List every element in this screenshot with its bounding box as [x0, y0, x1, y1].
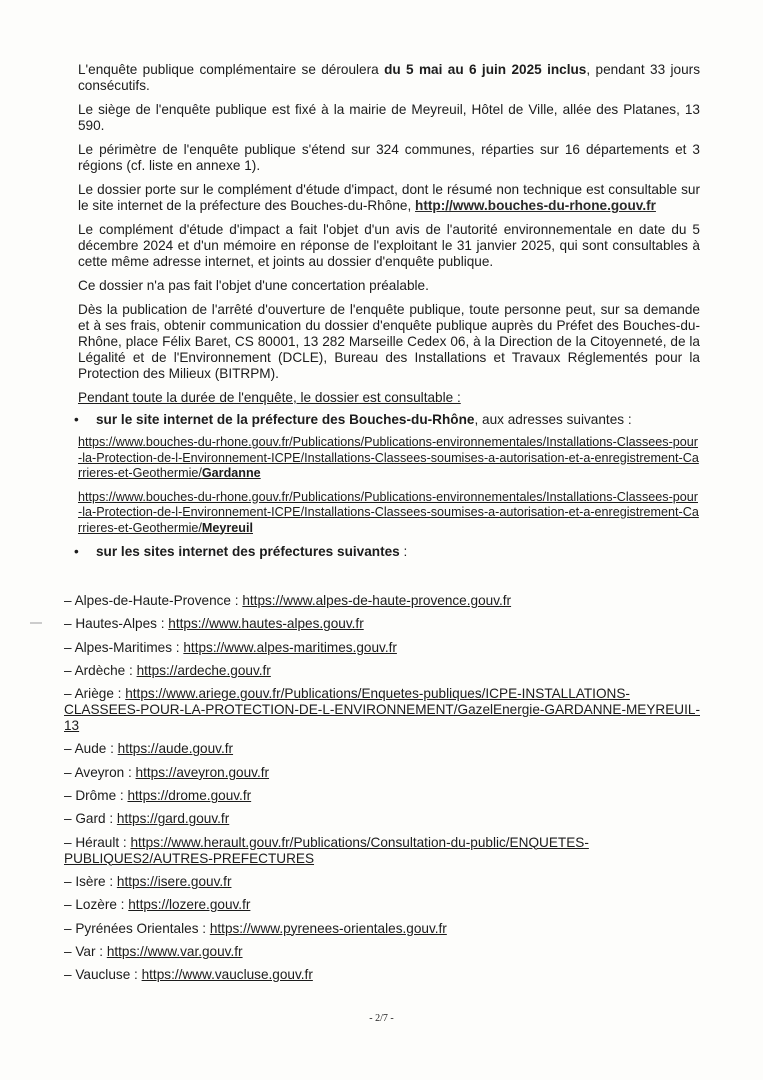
prefecture-name: – Aveyron :: [64, 764, 136, 780]
prefecture-list-item: [64, 874, 704, 890]
prefecture-link[interactable]: http://www.bouches-du-rhone.gouv.fr: [415, 198, 656, 213]
paragraph-dossier: Le dossier porte sur le complément d'étude d'impact, dont le résumé non technique est consultable sur le site internet de la préfecture des Bouches-du-Rhône, http://www.bouches-du-rhone.gouv.fr: [78, 182, 700, 213]
prefecture-url-link[interactable]: https://isere.gouv.fr: [116, 873, 232, 889]
prefecture-url-link[interactable]: https://www.vaucluse.gouv.fr: [141, 967, 313, 983]
prefecture-url-link[interactable]: https://www.pyrenees-orientales.gouv.fr: [209, 920, 447, 936]
prefecture-list-item: [64, 741, 704, 757]
prefecture-name: – Drôme :: [64, 788, 128, 804]
url-meyreuil[interactable]: https://www.bouches-du-rhone.gouv.fr/Publications/Publications-environnementales/Installations-Classees-pour-la-Protection-de-l-Environnement-ICPE/Installations-Classees-soumises-a-autorisation-et-a-enregistrement-Carrieres-et-Geothermie/Meyreuil: [78, 489, 699, 535]
paragraph-avis: Le complément d'étude d'impact a fait l'objet d'un avis de l'autorité environnementale en date du 5 décembre 2024 et d'un mémoire en réponse de l'exploitant le 31 janvier 2025, qui sont consultables à cette même adresse internet, et joints au dossier d'enquête publique.: [78, 222, 700, 269]
prefecture-list-item: [64, 663, 704, 679]
prefecture-list-item: [64, 967, 704, 983]
prefecture-url-link[interactable]: https://www.herault.gouv.fr/Publications/Consultation-du-public/ENQUETES-PUBLIQUES2/AUTRES-PREFECTURES: [64, 834, 589, 866]
prefecture-url-link[interactable]: https://www.ariege.gouv.fr/Publications/Enquetes-publiques/ICPE-INSTALLATIONS-CLASSEES-POUR-LA-PROTECTION-DE-L-ENVIRONNEMENT/GazelEnergie-GARDANNE-MEYREUIL-13: [64, 686, 700, 734]
paragraph-siege: Le siège de l'enquête publique est fixé à la mairie de Meyreuil, Hôtel de Ville, allée des Platanes, 13 590.: [78, 102, 700, 133]
prefecture-url-link[interactable]: https://www.alpes-de-haute-provence.gouv.fr: [242, 593, 512, 608]
prefecture-list-item: [64, 811, 704, 827]
prefecture-list-item: [64, 897, 704, 913]
prefecture-list-item: [64, 616, 704, 632]
prefecture-url-link[interactable]: https://ardeche.gouv.fr: [136, 662, 271, 678]
dates-bold: du 5 mai au 6 juin 2025 inclus: [384, 62, 587, 77]
prefecture-url-link[interactable]: https://www.alpes-maritimes.gouv.fr: [183, 639, 397, 655]
paragraph-concertation: Ce dossier n'a pas fait l'objet d'une concertation préalable.: [78, 278, 429, 293]
prefecture-name: – Pyrénées Orientales :: [64, 920, 210, 936]
prefecture-list-item: [64, 944, 704, 960]
bullet-other-prefectures: • sur les sites internet des préfectures suivantes :: [74, 544, 408, 559]
body-text: [74, 62, 700, 567]
prefecture-url-link[interactable]: https://drome.gouv.fr: [127, 788, 252, 804]
prefecture-list: [64, 593, 704, 990]
prefecture-url-link[interactable]: https://lozere.gouv.fr: [128, 897, 251, 913]
prefecture-name: – Gard :: [64, 811, 117, 827]
paragraph-consultable-heading: Pendant toute la durée de l'enquête, le dossier est consultable :: [78, 390, 461, 405]
prefecture-name: – Lozère :: [64, 897, 129, 913]
scan-mark: [30, 622, 42, 624]
prefecture-name: – Var :: [64, 943, 107, 959]
prefecture-url-link[interactable]: https://gard.gouv.fr: [116, 811, 230, 827]
prefecture-name: – Alpes-Maritimes :: [64, 639, 184, 655]
prefecture-name: – Alpes-de-Haute-Provence :: [64, 593, 243, 608]
bullet-dot-icon: •: [74, 544, 79, 559]
url-gardanne[interactable]: https://www.bouches-du-rhone.gouv.fr/Publications/Publications-environnementales/Installations-Classees-pour-la-Protection-de-l-Environnement-ICPE/Installations-Classees-soumises-a-autorisation-et-a-enregistrement-Carrieres-et-Geothermie/Gardanne: [78, 435, 699, 480]
prefecture-name: – Aude :: [64, 741, 118, 757]
prefecture-url-link[interactable]: https://aveyron.gouv.fr: [135, 764, 270, 780]
prefecture-list-item: [64, 765, 704, 781]
prefecture-url-link[interactable]: https://aude.gouv.fr: [117, 741, 234, 757]
page-number: - 2/7 -: [369, 1013, 394, 1024]
bullet-dot-icon: •: [74, 412, 79, 427]
prefecture-url-link[interactable]: https://www.hautes-alpes.gouv.fr: [168, 616, 364, 632]
prefecture-list-item: [64, 593, 704, 609]
prefecture-list-item: [64, 686, 704, 734]
prefecture-name: – Vaucluse :: [64, 967, 142, 983]
prefecture-list-item: [64, 788, 704, 804]
prefecture-name: – Hautes-Alpes :: [64, 616, 169, 632]
prefecture-url-link[interactable]: https://www.var.gouv.fr: [106, 943, 243, 959]
prefecture-name: – Hérault :: [64, 834, 131, 850]
prefecture-name: – Ardèche :: [64, 662, 137, 678]
paragraph-dates: L'enquête publique complémentaire se déroulera du 5 mai au 6 juin 2025 inclus, pendant 33 jours consécutifs.: [78, 62, 700, 93]
prefecture-name: – Isère :: [64, 873, 117, 889]
prefecture-list-item: [64, 835, 704, 867]
prefecture-list-item: [64, 640, 704, 656]
prefecture-list-item: [64, 921, 704, 937]
paragraph-communication: Dès la publication de l'arrêté d'ouverture de l'enquête publique, toute personne peut, sur sa demande et à ses frais, obtenir communication du dossier d'enquête publique auprès du Préfet des Bouches-du-Rhône, place Félix Baret, CS 80001, 13 282 Marseille Cedex 06, à la Direction de la Citoyenneté, de la Légalité et de l'Environnement (DCLE), Bureau des Installations et Travaux Réglementés pour la Protection des Milieux (BITRPM).: [78, 302, 700, 381]
prefecture-name: – Ariège :: [64, 686, 126, 702]
bullet-prefecture-13: • sur le site internet de la préfecture des Bouches-du-Rhône, aux adresses suivantes :: [74, 412, 632, 427]
paragraph-perimetre: Le périmètre de l'enquête publique s'étend sur 324 communes, réparties sur 16 départements et 3 régions (cf. liste en annexe 1).: [78, 142, 700, 173]
